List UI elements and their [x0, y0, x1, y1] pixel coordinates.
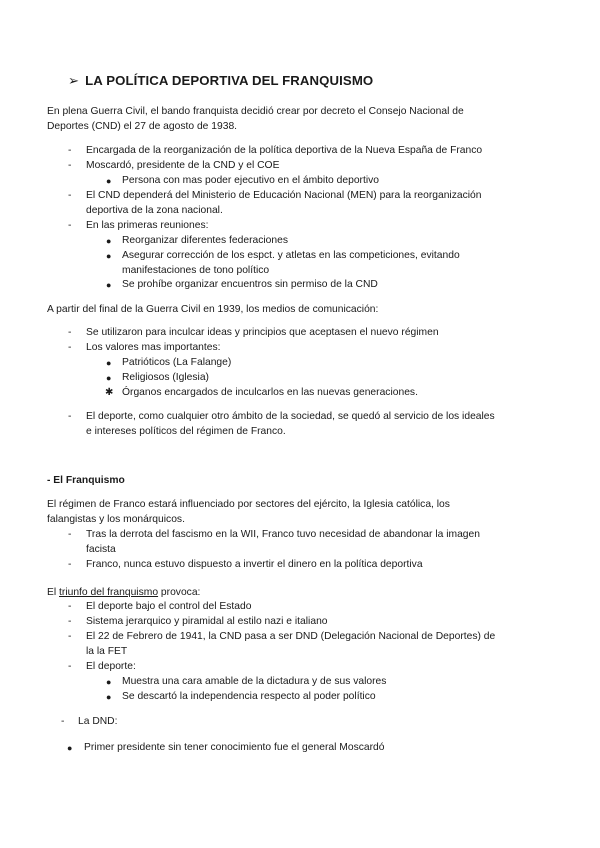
title-text: LA POLÍTICA DEPORTIVA DEL FRANQUISMO: [85, 73, 374, 88]
bullet-dot-icon: ●: [106, 692, 112, 702]
paragraph-line-2: falangistas y los monárquicos.: [47, 514, 185, 525]
dash-marker: -: [68, 631, 72, 642]
list-item-text: La DND:: [78, 716, 118, 727]
dash-marker: -: [68, 190, 72, 201]
list-item-text: Tras la derrota del fascismo en la WII, Franco tuvo necesidad de abandonar la imagen: [86, 529, 480, 540]
list-item-text: El deporte:: [86, 661, 136, 672]
list-item-text: El deporte, como cualquier otro ámbito de la sociedad, se quedó al servicio de los ideales: [86, 411, 495, 422]
dash-marker: -: [68, 327, 72, 338]
dash-marker: -: [68, 529, 72, 540]
paragraph-suffix: provoca:: [158, 587, 201, 598]
bullet-dot-icon: ●: [106, 280, 112, 290]
list-item-text: Franco, nunca estuvo dispuesto a invertir el dinero en la política deportiva: [86, 559, 423, 570]
dash-marker: -: [68, 601, 72, 612]
star-bullet-icon: ✱: [105, 387, 114, 398]
list-item-text: deportiva de la zona nacional.: [86, 205, 223, 216]
dash-marker: -: [68, 160, 72, 171]
sub-list-item-text: Se descartó la independencia respecto al poder político: [122, 691, 376, 702]
sub-list-item-text: Muestra una cara amable de la dictadura y de sus valores: [122, 676, 387, 687]
bullet-dot-icon: ●: [106, 251, 112, 261]
bullet-dot-icon: ●: [67, 743, 73, 753]
bullet-dot-icon: ●: [106, 176, 112, 186]
section-heading: - El Franquismo: [47, 475, 125, 486]
dash-marker: -: [68, 661, 72, 672]
sub-list-item-text: manifestaciones de tono político: [122, 265, 270, 276]
paragraph: [47, 586, 557, 601]
bullet-dot-icon: ●: [106, 236, 112, 246]
list-item-text: Los valores mas importantes:: [86, 342, 221, 353]
dash-marker: -: [68, 220, 72, 231]
bullet-dot-icon: ●: [106, 373, 112, 383]
list-item-text: El 22 de Febrero de 1941, la CND pasa a ser DND (Delegación Nacional de Deportes) de: [86, 631, 496, 642]
dash-marker: -: [68, 559, 72, 570]
list-item-text: En las primeras reuniones:: [86, 220, 209, 231]
dash-marker: -: [61, 716, 65, 727]
sub-list-item-text: Se prohíbe organizar encuentros sin permiso de la CND: [122, 279, 378, 290]
intro-line-2: Deportes (CND) el 27 de agosto de 1938.: [47, 121, 238, 132]
dash-marker: -: [68, 342, 72, 353]
list-item-text: Encargada de la reorganización de la política deportiva de la Nueva España de Franco: [86, 145, 483, 156]
list-item-text: Primer presidente sin tener conocimiento fue el general Moscardó: [84, 742, 385, 753]
list-item-text: Sistema jerarquico y piramidal al estilo nazi e italiano: [86, 616, 328, 627]
bullet-dot-icon: ●: [106, 677, 112, 687]
sub-list-item-text: Órganos encargados de inculcarlos en las nuevas generaciones.: [122, 387, 418, 398]
list-item-text: Se utilizaron para inculcar ideas y principios que aceptasen el nuevo régimen: [86, 327, 439, 338]
paragraph-prefix: El: [47, 587, 60, 598]
arrow-bullet-icon: ➢: [68, 73, 80, 88]
sub-list-item-text: Asegurar corrección de los espct. y atletas en las competiciones, evitando: [122, 250, 460, 261]
intro-line-1: En plena Guerra Civil, el bando franquista decidió crear por decreto el Consejo Nacional de: [47, 106, 464, 117]
list-item-text: e intereses políticos del régimen de Franco.: [86, 426, 286, 437]
underlined-phrase: triunfo del franquismo: [59, 587, 159, 598]
paragraph-line-1: El régimen de Franco estará influenciado por sectores del ejército, la Iglesia católica, los: [47, 499, 450, 510]
list-item-text: facista: [86, 544, 116, 555]
dash-marker: -: [68, 616, 72, 627]
bullet-dot-icon: ●: [106, 358, 112, 368]
list-item-text: la la FET: [86, 646, 128, 657]
sub-list-item-text: Reorganizar diferentes federaciones: [122, 235, 288, 246]
dash-marker: -: [68, 145, 72, 156]
list-item-text: El deporte bajo el control del Estado: [86, 601, 252, 612]
dash-marker: -: [68, 411, 72, 422]
list-item-text: El CND dependerá del Ministerio de Educación Nacional (MEN) para la reorganización: [86, 190, 482, 201]
page-title: [68, 72, 373, 89]
paragraph: A partir del final de la Guerra Civil en 1939, los medios de comunicación:: [47, 304, 379, 315]
list-item-text: Moscardó, presidente de la CND y el COE: [86, 160, 280, 171]
sub-list-item-text: Religiosos (Iglesia): [122, 372, 209, 383]
sub-list-item-text: Persona con mas poder ejecutivo en el ámbito deportivo: [122, 175, 379, 186]
sub-list-item-text: Patrióticos (La Falange): [122, 357, 232, 368]
